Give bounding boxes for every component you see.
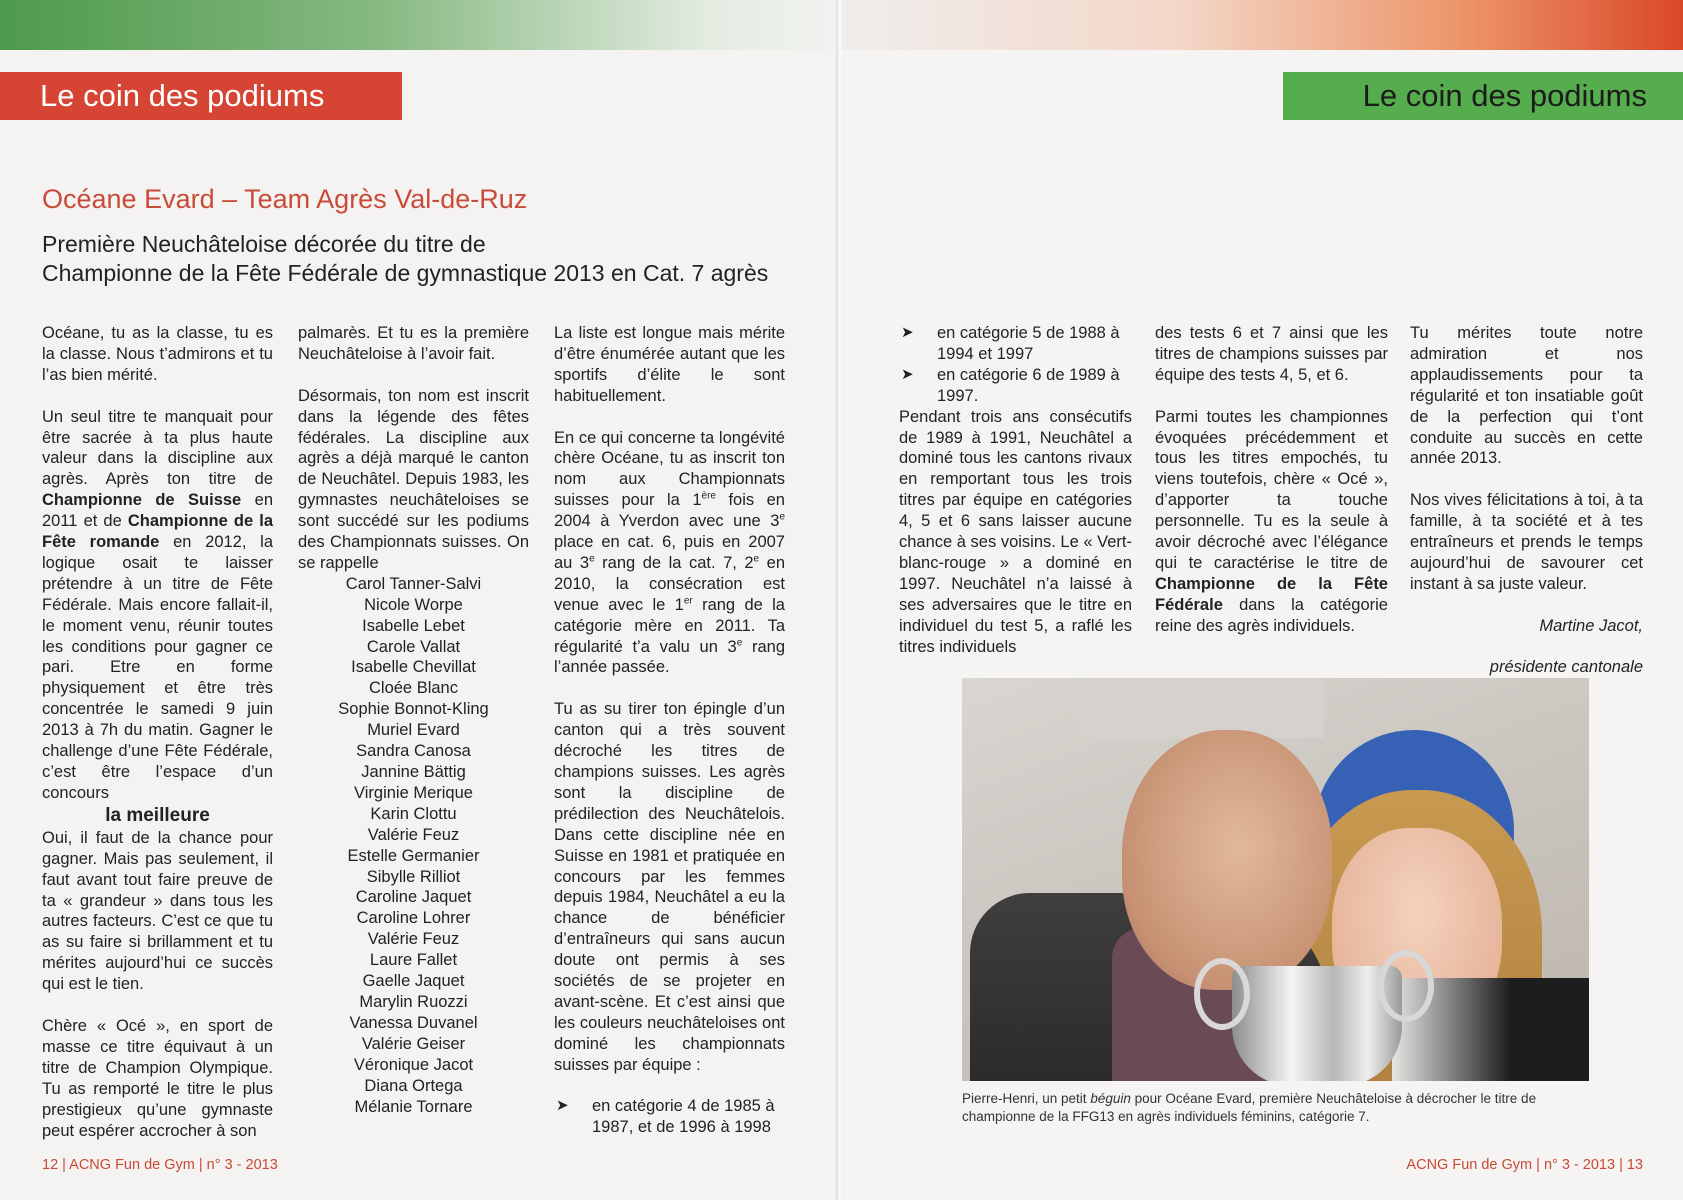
- paragraph: Nos vives félicitations à toi, à ta famille, à ta société et à tes entraîneurs et prends le temps aujourd’hui de savourer cet instant à sa juste valeur.: [1410, 491, 1643, 593]
- list-item: Virginie Merique: [354, 783, 473, 802]
- bullet-list: [554, 1076, 785, 1139]
- list-item: Mélanie Tornare: [354, 1097, 473, 1116]
- right-section-title: Le coin des podiums: [1283, 72, 1683, 120]
- list-item: Marylin Ruozzi: [359, 992, 468, 1011]
- list-item: Isabelle Chevillat: [351, 658, 476, 677]
- left-section-title: Le coin des podiums: [0, 72, 402, 120]
- list-item: Nicole Worpe: [364, 595, 463, 614]
- paragraph: Océane, tu as la classe, tu es la classe. Nous t’admirons et tu l’as bien mérité.: [42, 324, 273, 384]
- photo-caption: Pierre-Henri, un petit béguin pour Océane Evard, première Neuchâteloise à décrocher le titre de championne de la FFG13 en agrès individuels féminins, catégorie 7.: [962, 1091, 1537, 1124]
- paragraph: Tu mérites toute notre admiration et nos applaudissements pour ta régularité et ton insatiable goût de la perfection qui t’ont conduite au succès en cette année 2013.: [1410, 324, 1643, 468]
- left-column-2: [298, 323, 529, 1117]
- list-item: Vanessa Duvanel: [349, 1013, 478, 1032]
- gymnast-list: [298, 574, 529, 1118]
- arrowhead-icon: ➤: [901, 365, 914, 383]
- right-page: [842, 0, 1683, 1200]
- list-item: Gaelle Jaquet: [362, 972, 465, 991]
- arrowhead-icon: ➤: [901, 324, 914, 341]
- list-item: Valérie Feuz: [367, 930, 460, 949]
- list-item: Sandra Canosa: [356, 742, 471, 761]
- left-footer: 12 | ACNG Fun de Gym | n° 3 - 2013: [42, 1157, 278, 1173]
- subhead-line-2: Championne de la Fête Fédérale de gymnastique 2013 en Cat. 7 agrès: [42, 260, 769, 286]
- right-column-1: [899, 323, 1132, 658]
- paragraph: Pendant trois ans consécutifs de 1989 à 1991, Neuchâtel a dominé tous les cantons rivaux en remportant tous les trois titres par équipe en catégories 4, 5 et 6 sans laisser aucune chance à ses voisins. Le « Vert-blanc-rouge » a dominé en 1997. Neuchâtel n’a laissé à ses adversaires que le titre en individuel du test 5, a raflé les titres individuels: [899, 407, 1132, 656]
- paragraph: Oui, il faut de la chance pour gagner. Mais pas seulement, il faut avant tout faire preuve de ta « grandeur » dans tous les autres facteurs. C’est ce que tu as su faire si brillamment et tu mérites aujourd’hui ce succès qui est le tien.: [42, 828, 273, 994]
- list-item: Laure Fallet: [369, 951, 458, 970]
- list-item: Diana Ortega: [364, 1076, 463, 1095]
- paragraph: Parmi toutes les championnes évoquées précédemment et tous les titres empochés, tu viens toutefois, chère « Océ », d’apporter ta touche personnelle. Tu es la seule à avoir décroché avec l’élégance qui te caractérise le titre de Championne de la Fête Fédérale dans la catégorie reine des agrès individuels.: [1155, 407, 1388, 635]
- signature-name: Martine Jacot,: [1539, 616, 1643, 635]
- paragraph: En ce qui concerne ta longévité chère Océane, tu as inscrit ton nom aux Championnats suisses pour la 1ère fois en 2004 à Yverdon avec une 3e place en cat. 6, puis en 2007 au 3e rang de la cat. 7, 2e en 2010, la consécration est venue avec le 1er rang de la catégorie mère en 2011. Ta régularité t’a valu un 3e rang l’année passée.: [554, 428, 785, 677]
- right-column-2: [1155, 323, 1388, 637]
- list-item: Muriel Evard: [367, 721, 460, 740]
- list-item: Carole Vallat: [366, 637, 461, 656]
- list-item: Cloée Blanc: [369, 679, 458, 698]
- article-subhead: [42, 230, 832, 288]
- list-item: ➤ en catégorie 4 de 1985 à 1987, et de 1996 à 1998: [556, 1097, 775, 1137]
- left-column-3: [554, 323, 785, 1138]
- subhead-line-1: Première Neuchâteloise décorée du titre de: [42, 231, 486, 257]
- list-item: Carol Tanner-Salvi: [345, 574, 482, 593]
- bullet-list: [899, 323, 1132, 407]
- list-item: Sibylle Rilliot: [366, 867, 461, 886]
- right-column-3: [1410, 323, 1643, 699]
- list-item: Jannine Bättig: [361, 763, 466, 782]
- list-item: Valérie Geiser: [361, 1034, 466, 1053]
- right-footer: ACNG Fun de Gym | n° 3 - 2013 | 13: [1406, 1157, 1643, 1173]
- paragraph: Un seul titre te manquait pour être sacrée à ta plus haute valeur dans la discipline aux agrès. Après ton titre de Championne de Suisse en 2011 et de Championne de la Fête romande en 2012, la logique osait te laisser prétendre à un titre de Fête Fédérale. Mais encore fallait-il, le moment venu, réunir toutes les conditions pour gagner ce pari. Etre en forme physiquement et être très concentrée le samedi 9 juin 2013 à 7h du matin. Gagner le challenge d’une Fête Fédérale, c’est être l’espace d’un concours: [42, 407, 273, 802]
- left-column-1: [42, 323, 273, 1141]
- paragraph: Désormais, ton nom est inscrit dans la légende des fêtes fédérales. La discipline aux agrès a déjà marqué le canton de Neuchâtel. Depuis 1983, les gymnastes neuchâteloises se sont succédé sur les podiums des Championnats suisses. On se rappelle: [298, 386, 529, 572]
- photo-trophy: [962, 678, 1589, 1081]
- paragraph: Tu as su tirer ton épingle d’un canton qui a très souvent décroché les titres de champions suisses. Les agrès sont la discipline de prédilection des Neuchâtelois. Dans cette discipline née en Suisse en 1981 et pratiquée en concours par les femmes depuis 1984, Neuchâtel a eu la chance de bénéficier d’entraîneurs qui sans aucun doute ont permis à ses sociétés de se projeter en avant-scène. Et c’est ainsi que les couleurs neuchâteloises ont dominé les championnats suisses par équipe :: [554, 700, 785, 1074]
- paragraph: palmarès. Et tu es la première Neuchâteloise à l’avoir fait.: [298, 324, 529, 363]
- list-item: Sophie Bonnot-Kling: [338, 700, 489, 719]
- list-item: ➤ en catégorie 6 de 1989 à 1997.: [901, 365, 1120, 405]
- left-color-band: [0, 0, 838, 50]
- right-color-band: [842, 0, 1683, 50]
- paragraph: des tests 6 et 7 ainsi que les titres de champions suisses par équipe des tests 4, 5, et 6.: [1155, 324, 1388, 384]
- list-item: Caroline Lohrer: [356, 909, 471, 928]
- list-item: ➤ en catégorie 5 de 1988 à 1994 et 1997: [901, 324, 1120, 363]
- list-item: Caroline Jaquet: [355, 888, 472, 907]
- list-item: Estelle Germanier: [347, 846, 480, 865]
- list-item: Véronique Jacot: [353, 1055, 474, 1074]
- arrowhead-icon: ➤: [556, 1097, 569, 1115]
- list-item: Karin Clottu: [370, 804, 457, 823]
- list-item: Valérie Feuz: [367, 825, 460, 844]
- left-page: [0, 0, 838, 1200]
- list-item: Isabelle Lebet: [362, 616, 465, 635]
- signature-role: présidente cantonale: [1489, 658, 1643, 677]
- paragraph: Chère « Océ », en sport de masse ce titre équivaut à un titre de Champion Olympique. Tu as remporté le titre le plus prestigieux qu’une gymnaste peut espérer accrocher à son: [42, 1016, 273, 1140]
- highlight-line: la meilleure: [105, 804, 210, 826]
- article-headline: Océane Evard – Team Agrès Val-de-Ruz: [42, 184, 528, 214]
- paragraph: La liste est longue mais mérite d’être énumérée autant que les sportifs d’élite le sont habituellement.: [554, 324, 785, 405]
- trophy-icon: [1232, 966, 1402, 1081]
